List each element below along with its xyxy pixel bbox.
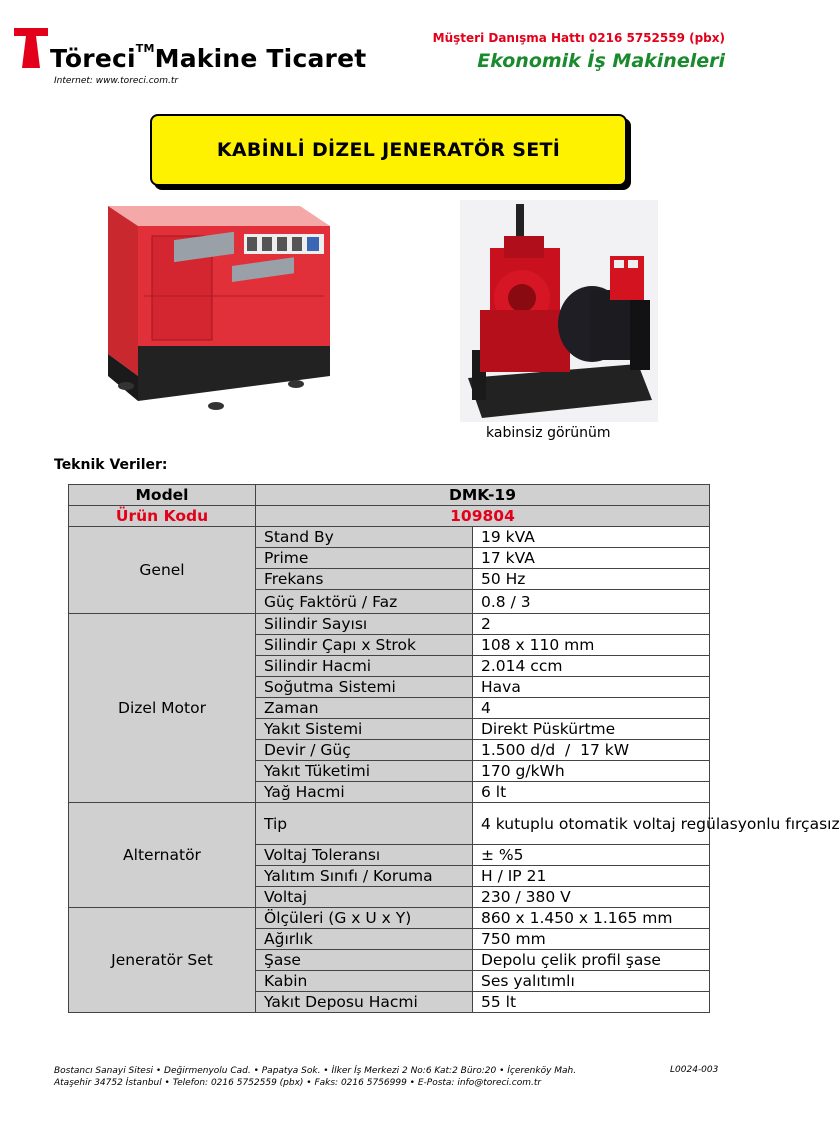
spec-value: 6 lt (473, 782, 710, 803)
brand-name: Töreci™Makine Ticaret (50, 42, 367, 73)
spec-value: Ses yalıtımlı (473, 971, 710, 992)
spec-value: 108 x 110 mm (473, 635, 710, 656)
spec-label: Güç Faktörü / Faz (256, 590, 473, 614)
spec-label: Yağ Hacmi (256, 782, 473, 803)
table-row-product-code (69, 506, 710, 527)
spec-value: H / IP 21 (473, 866, 710, 887)
spec-label: Yakıt Sistemi (256, 719, 473, 740)
cabin-generator-photo (104, 196, 334, 414)
group-name-alternator: Alternatör (69, 803, 256, 908)
spec-label: Yalıtım Sınıfı / Koruma (256, 866, 473, 887)
table-row (69, 527, 710, 548)
image-caption: kabinsiz görünüm (486, 425, 611, 441)
spec-label: Stand By (256, 527, 473, 548)
product-code-value: 109804 (256, 506, 710, 527)
spec-label: Zaman (256, 698, 473, 719)
spec-label: Ölçüleri (G x U x Y) (256, 908, 473, 929)
spec-value: 2.014 ccm (473, 656, 710, 677)
spec-label: Voltaj (256, 887, 473, 908)
table-row-model (69, 485, 710, 506)
spec-value: 750 mm (473, 929, 710, 950)
footer-line-1: Bostancı Sanayi Sitesi • Değirmenyolu Cad. • Papatya Sok. • İlker İş Merkezi 2 No:6 Kat:2 Büro:20 • İçerenköy Mah. (54, 1066, 577, 1076)
spec-value: Depolu çelik profil şase (473, 950, 710, 971)
spec-label: Tip (256, 803, 473, 845)
spec-value: 4 kutuplu otomatik voltaj regülasyonlu fırçasız (473, 803, 710, 845)
spec-label: Yakıt Deposu Hacmi (256, 992, 473, 1013)
spec-value: 19 kVA (473, 527, 710, 548)
spec-label: Kabin (256, 971, 473, 992)
spec-value: 17 kVA (473, 548, 710, 569)
spec-label: Ağırlık (256, 929, 473, 950)
table-row (69, 908, 710, 929)
spec-value: 55 lt (473, 992, 710, 1013)
document-title-box (150, 114, 627, 186)
spec-label: Yakıt Tüketimi (256, 761, 473, 782)
spec-label: Silindir Hacmi (256, 656, 473, 677)
spec-label: Soğutma Sistemi (256, 677, 473, 698)
spec-value: 1.500 d/d / 17 kW (473, 740, 710, 761)
website-text: Internet: www.toreci.com.tr (54, 76, 179, 86)
technical-data-heading: Teknik Veriler: (54, 457, 168, 473)
table-row (69, 803, 710, 845)
toreci-logo-icon (14, 28, 48, 68)
spec-value: 170 g/kWh (473, 761, 710, 782)
spec-value: ± %5 (473, 845, 710, 866)
spec-label: Voltaj Toleransı (256, 845, 473, 866)
spec-label: Şase (256, 950, 473, 971)
spec-value: Hava (473, 677, 710, 698)
open-generator-photo (460, 200, 658, 422)
spec-value: 860 x 1.450 x 1.165 mm (473, 908, 710, 929)
product-code-label: Ürün Kodu (69, 506, 256, 527)
spec-label: Frekans (256, 569, 473, 590)
document-code: L0024-003 (670, 1065, 719, 1075)
group-name-genel: Genel (69, 527, 256, 614)
spec-label: Silindir Sayısı (256, 614, 473, 635)
spec-label: Prime (256, 548, 473, 569)
spec-value: 0.8 / 3 (473, 590, 710, 614)
model-value: DMK-19 (256, 485, 710, 506)
hotline-text: Müşteri Danışma Hattı 0216 5752559 (pbx) (432, 31, 725, 45)
spec-value: 2 (473, 614, 710, 635)
footer-address (54, 1065, 576, 1089)
spec-value: 230 / 380 V (473, 887, 710, 908)
spec-value: 50 Hz (473, 569, 710, 590)
table-row (69, 614, 710, 635)
spec-label: Devir / Güç (256, 740, 473, 761)
group-name-generator-set: Jeneratör Set (69, 908, 256, 1013)
group-name-dizel-motor: Dizel Motor (69, 614, 256, 803)
footer-line-2: Ataşehir 34752 İstanbul • Telefon: 0216 5752559 (pbx) • Faks: 0216 5756999 • E-Posta: info@toreci.com.tr (54, 1078, 542, 1088)
spec-value: 4 (473, 698, 710, 719)
spec-label: Silindir Çapı x Strok (256, 635, 473, 656)
specs-table (68, 484, 840, 1013)
document-title: KABİNLİ DİZEL JENERATÖR SETİ (216, 139, 561, 161)
model-label: Model (69, 485, 256, 506)
slogan-text: Ekonomik İş Makineleri (477, 50, 725, 72)
spec-value: Direkt Püskürtme (473, 719, 710, 740)
